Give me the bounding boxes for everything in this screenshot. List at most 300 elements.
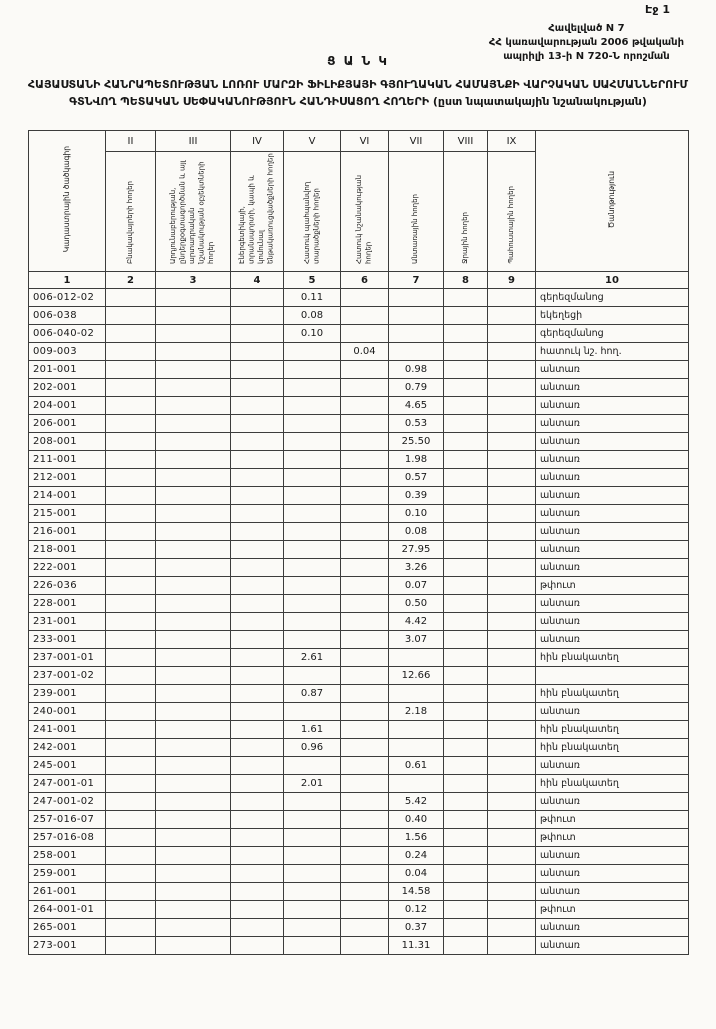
area-value-cell	[284, 883, 341, 901]
area-value-cell	[341, 667, 389, 685]
note-cell: անտառ	[536, 505, 689, 523]
area-value-cell	[444, 361, 488, 379]
area-value-cell	[156, 739, 231, 757]
area-value-cell	[488, 739, 536, 757]
area-value-cell	[341, 379, 389, 397]
area-value-cell	[284, 703, 341, 721]
area-value-cell	[389, 721, 444, 739]
area-value-cell	[156, 487, 231, 505]
area-value-cell: 1.98	[389, 451, 444, 469]
cadastral-code-cell: 239-001	[29, 685, 106, 703]
column-index-7: 7	[389, 272, 444, 289]
area-value-cell	[341, 613, 389, 631]
area-value-cell	[156, 757, 231, 775]
area-value-cell	[231, 739, 284, 757]
cadastral-code-cell: 237-001-02	[29, 667, 106, 685]
area-value-cell	[341, 451, 389, 469]
category-header-water-lands: Ջրային հողեր	[444, 152, 488, 272]
roman-numeral-cell-v: V	[284, 131, 341, 152]
table-row	[29, 523, 689, 541]
cadastral-code-cell: 206-001	[29, 415, 106, 433]
area-value-cell	[231, 847, 284, 865]
area-value-cell	[389, 649, 444, 667]
cadastral-code-cell: 211-001	[29, 451, 106, 469]
area-value-cell	[231, 343, 284, 361]
table-row	[29, 829, 689, 847]
cadastral-code-cell: 214-001	[29, 487, 106, 505]
area-value-cell: 0.50	[389, 595, 444, 613]
area-value-cell	[284, 451, 341, 469]
table-row	[29, 469, 689, 487]
area-value-cell: 0.04	[389, 865, 444, 883]
cadastral-code-cell: 247-001-01	[29, 775, 106, 793]
area-value-cell	[444, 505, 488, 523]
cadastral-code-cell: 237-001-01	[29, 649, 106, 667]
area-value-cell	[156, 577, 231, 595]
note-cell: անտառ	[536, 595, 689, 613]
area-value-cell	[389, 307, 444, 325]
area-value-cell	[156, 631, 231, 649]
area-value-cell	[156, 433, 231, 451]
area-value-cell	[284, 613, 341, 631]
area-value-cell: 1.56	[389, 829, 444, 847]
area-value-cell	[106, 811, 156, 829]
cadastral-code-cell: 241-001	[29, 721, 106, 739]
area-value-cell	[389, 343, 444, 361]
table-row	[29, 397, 689, 415]
column-index-row	[29, 272, 689, 289]
category-header-forest-lands: Անտառային հողեր	[389, 152, 444, 272]
area-value-cell	[106, 865, 156, 883]
area-value-cell	[106, 397, 156, 415]
cadastral-code-cell: 265-001	[29, 919, 106, 937]
area-value-cell: 0.40	[389, 811, 444, 829]
area-value-cell	[106, 559, 156, 577]
area-value-cell	[284, 469, 341, 487]
area-value-cell	[231, 505, 284, 523]
note-cell: եկեղեցի	[536, 307, 689, 325]
cadastral-code-cell: 202-001	[29, 379, 106, 397]
column-index-6: 6	[341, 272, 389, 289]
column-index-5: 5	[284, 272, 341, 289]
table-row	[29, 775, 689, 793]
cadastral-code-header	[29, 131, 106, 272]
area-value-cell	[444, 937, 488, 955]
cadastral-code-cell: 261-001	[29, 883, 106, 901]
area-value-cell	[488, 667, 536, 685]
area-value-cell	[231, 811, 284, 829]
area-value-cell	[106, 343, 156, 361]
area-value-cell	[444, 703, 488, 721]
cadastral-code-cell: 222-001	[29, 559, 106, 577]
area-value-cell	[231, 325, 284, 343]
area-value-cell	[444, 775, 488, 793]
area-value-cell	[231, 685, 284, 703]
area-value-cell	[488, 289, 536, 307]
area-value-cell	[231, 901, 284, 919]
area-value-cell	[106, 685, 156, 703]
area-value-cell	[444, 343, 488, 361]
area-value-cell	[444, 379, 488, 397]
area-value-cell	[231, 397, 284, 415]
area-value-cell	[284, 577, 341, 595]
table-row	[29, 757, 689, 775]
roman-numeral-cell-vii: VII	[389, 131, 444, 152]
category-header-industrial-lands: Արդյունաբերության, ընդերքօգտագործման և այլ արտադրական նշանակության օբյեկտների հողեր	[156, 152, 231, 272]
column-index-1: 1	[29, 272, 106, 289]
document-title: Ց Ա Ն Կ	[327, 54, 389, 68]
table-row	[29, 289, 689, 307]
appendix-line-3: ապրիլի 13-ի N 720-Ն որոշման	[503, 51, 670, 62]
area-value-cell	[444, 847, 488, 865]
area-value-cell	[156, 307, 231, 325]
table-row	[29, 847, 689, 865]
note-cell: անտառ	[536, 937, 689, 955]
area-value-cell: 0.11	[284, 289, 341, 307]
area-value-cell	[444, 613, 488, 631]
area-value-cell: 3.07	[389, 631, 444, 649]
cadastral-code-cell: 257-016-07	[29, 811, 106, 829]
area-value-cell	[488, 307, 536, 325]
area-value-cell	[444, 307, 488, 325]
area-value-cell	[341, 289, 389, 307]
area-value-cell	[156, 613, 231, 631]
area-value-cell	[156, 721, 231, 739]
table-row	[29, 307, 689, 325]
roman-numeral-cell-vi: VI	[341, 131, 389, 152]
area-value-cell	[341, 883, 389, 901]
area-value-cell	[488, 703, 536, 721]
table-row	[29, 451, 689, 469]
area-value-cell	[488, 775, 536, 793]
roman-numeral-cell-iv: IV	[231, 131, 284, 152]
area-value-cell	[341, 433, 389, 451]
area-value-cell	[284, 757, 341, 775]
cadastral-code-cell: 218-001	[29, 541, 106, 559]
cadastral-code-header-label: Կադաստրային ծածկագիր	[61, 146, 71, 253]
cadastral-code-cell: 208-001	[29, 433, 106, 451]
area-value-cell	[341, 721, 389, 739]
area-value-cell	[106, 541, 156, 559]
area-value-cell	[488, 523, 536, 541]
table-row	[29, 631, 689, 649]
area-value-cell	[341, 577, 389, 595]
note-cell: թփուտ	[536, 901, 689, 919]
appendix-line-2: ՀՀ կառավարության 2006 թվականի	[488, 37, 684, 48]
area-value-cell: 5.42	[389, 793, 444, 811]
area-value-cell	[341, 829, 389, 847]
note-cell	[536, 667, 689, 685]
area-value-cell	[106, 883, 156, 901]
area-value-cell: 0.10	[284, 325, 341, 343]
area-value-cell	[284, 667, 341, 685]
area-value-cell	[284, 433, 341, 451]
area-value-cell: 14.58	[389, 883, 444, 901]
area-value-cell	[106, 595, 156, 613]
area-value-cell	[284, 937, 341, 955]
area-value-cell	[488, 937, 536, 955]
category-header-infrastructure-lands: Էներգետիկայի, տրանսպորտի, կապի և կոմունալ ենթակառուցվածքների հողեր	[231, 152, 284, 272]
note-cell: անտառ	[536, 361, 689, 379]
area-value-cell	[488, 811, 536, 829]
area-value-cell: 25.50	[389, 433, 444, 451]
area-value-cell	[284, 847, 341, 865]
cadastral-code-cell: 201-001	[29, 361, 106, 379]
area-value-cell	[106, 487, 156, 505]
cadastral-code-cell: 247-001-02	[29, 793, 106, 811]
area-value-cell	[341, 505, 389, 523]
area-value-cell	[106, 361, 156, 379]
area-value-cell	[156, 775, 231, 793]
area-value-cell	[341, 397, 389, 415]
area-value-cell	[284, 361, 341, 379]
area-value-cell	[444, 469, 488, 487]
area-value-cell	[231, 577, 284, 595]
area-value-cell	[156, 505, 231, 523]
area-value-cell	[341, 739, 389, 757]
cadastral-code-cell: 257-016-08	[29, 829, 106, 847]
area-value-cell	[488, 505, 536, 523]
area-value-cell	[231, 757, 284, 775]
area-value-cell	[444, 289, 488, 307]
area-value-cell	[231, 433, 284, 451]
area-value-cell	[444, 541, 488, 559]
area-value-cell	[444, 811, 488, 829]
area-value-cell	[444, 451, 488, 469]
area-value-cell	[444, 739, 488, 757]
area-value-cell	[444, 523, 488, 541]
area-value-cell	[231, 883, 284, 901]
area-value-cell	[156, 361, 231, 379]
roman-numeral-cell-viii: VIII	[444, 131, 488, 152]
area-value-cell	[284, 919, 341, 937]
cadastral-code-cell: 216-001	[29, 523, 106, 541]
area-value-cell	[106, 379, 156, 397]
area-value-cell	[488, 721, 536, 739]
area-value-cell	[444, 883, 488, 901]
area-value-cell	[341, 631, 389, 649]
area-value-cell	[231, 523, 284, 541]
area-value-cell	[488, 379, 536, 397]
area-value-cell	[156, 541, 231, 559]
area-value-cell	[341, 775, 389, 793]
area-value-cell	[488, 469, 536, 487]
area-value-cell	[488, 757, 536, 775]
area-value-cell	[488, 901, 536, 919]
area-value-cell: 2.61	[284, 649, 341, 667]
area-value-cell	[488, 433, 536, 451]
roman-numeral-cell-ix: IX	[488, 131, 536, 152]
area-value-cell	[444, 757, 488, 775]
area-value-cell	[488, 613, 536, 631]
area-value-cell	[444, 631, 488, 649]
note-cell: անտառ	[536, 847, 689, 865]
area-value-cell	[389, 739, 444, 757]
area-value-cell: 0.10	[389, 505, 444, 523]
note-cell: անտառ	[536, 919, 689, 937]
area-value-cell	[106, 433, 156, 451]
area-value-cell	[106, 325, 156, 343]
appendix-block	[489, 22, 684, 64]
column-index-4: 4	[231, 272, 284, 289]
table-row	[29, 739, 689, 757]
note-cell: անտառ	[536, 397, 689, 415]
table-row	[29, 901, 689, 919]
cadastral-code-cell: 258-001	[29, 847, 106, 865]
cadastral-code-cell: 006-012-02	[29, 289, 106, 307]
area-value-cell	[231, 829, 284, 847]
area-value-cell	[341, 523, 389, 541]
area-value-cell	[444, 865, 488, 883]
area-value-cell	[488, 631, 536, 649]
area-value-cell	[341, 937, 389, 955]
area-value-cell	[231, 631, 284, 649]
area-value-cell	[231, 559, 284, 577]
note-cell: անտառ	[536, 487, 689, 505]
area-value-cell	[231, 937, 284, 955]
category-header-residential-lands: Բնակավայրերի հողեր	[106, 152, 156, 272]
area-value-cell	[231, 865, 284, 883]
area-value-cell	[156, 451, 231, 469]
note-cell: հին բնակատեղ	[536, 775, 689, 793]
area-value-cell: 0.61	[389, 757, 444, 775]
area-value-cell	[231, 613, 284, 631]
area-value-cell	[231, 541, 284, 559]
area-value-cell	[231, 289, 284, 307]
area-value-cell	[231, 415, 284, 433]
area-value-cell: 11.31	[389, 937, 444, 955]
area-value-cell: 0.79	[389, 379, 444, 397]
cadastral-code-cell: 006-038	[29, 307, 106, 325]
area-value-cell	[156, 649, 231, 667]
table-row	[29, 559, 689, 577]
area-value-cell	[156, 667, 231, 685]
area-value-cell	[284, 559, 341, 577]
area-value-cell: 12.66	[389, 667, 444, 685]
note-cell: հատուկ նշ. հող.	[536, 343, 689, 361]
column-index-2: 2	[106, 272, 156, 289]
area-value-cell: 0.39	[389, 487, 444, 505]
note-cell: անտառ	[536, 793, 689, 811]
area-value-cell	[488, 595, 536, 613]
area-value-cell	[284, 595, 341, 613]
note-cell: անտառ	[536, 523, 689, 541]
area-value-cell	[341, 757, 389, 775]
area-value-cell: 0.98	[389, 361, 444, 379]
area-value-cell: 0.12	[389, 901, 444, 919]
area-value-cell	[231, 307, 284, 325]
note-cell: հին բնակատեղ	[536, 721, 689, 739]
area-value-cell	[444, 433, 488, 451]
area-value-cell: 27.95	[389, 541, 444, 559]
area-value-cell	[488, 883, 536, 901]
area-value-cell	[106, 829, 156, 847]
area-value-cell	[284, 505, 341, 523]
category-header-special-purpose-lands: Հատուկ նշանակության հողեր	[341, 152, 389, 272]
area-value-cell	[488, 559, 536, 577]
area-value-cell	[488, 685, 536, 703]
cadastral-code-cell: 009-003	[29, 343, 106, 361]
table-row	[29, 541, 689, 559]
note-cell: անտառ	[536, 541, 689, 559]
area-value-cell	[156, 901, 231, 919]
note-cell: հին բնակատեղ	[536, 685, 689, 703]
note-cell: անտառ	[536, 379, 689, 397]
area-value-cell	[488, 649, 536, 667]
note-cell: անտառ	[536, 757, 689, 775]
area-value-cell	[284, 829, 341, 847]
area-value-cell	[156, 379, 231, 397]
note-header-label: Ծանոթություն	[606, 170, 616, 229]
area-value-cell	[341, 595, 389, 613]
area-value-cell	[106, 451, 156, 469]
area-value-cell	[106, 919, 156, 937]
category-header-protected-areas-lands: Հատուկ պահպանվող տարածքների հողեր	[284, 152, 341, 272]
area-value-cell	[156, 289, 231, 307]
area-value-cell	[106, 505, 156, 523]
area-value-cell: 2.01	[284, 775, 341, 793]
area-value-cell	[488, 829, 536, 847]
area-value-cell	[156, 523, 231, 541]
area-value-cell	[231, 469, 284, 487]
area-value-cell	[156, 865, 231, 883]
area-value-cell	[106, 613, 156, 631]
column-index-10: 10	[536, 272, 689, 289]
area-value-cell: 0.57	[389, 469, 444, 487]
cadastral-code-cell: 259-001	[29, 865, 106, 883]
note-cell: անտառ	[536, 433, 689, 451]
cadastral-code-cell: 006-040-02	[29, 325, 106, 343]
area-value-cell	[444, 577, 488, 595]
area-value-cell	[341, 487, 389, 505]
area-value-cell	[389, 325, 444, 343]
area-value-cell	[488, 865, 536, 883]
area-value-cell	[156, 919, 231, 937]
area-value-cell: 0.07	[389, 577, 444, 595]
area-value-cell: 0.24	[389, 847, 444, 865]
area-value-cell	[444, 415, 488, 433]
area-value-cell	[444, 829, 488, 847]
cadastral-code-cell: 231-001	[29, 613, 106, 631]
cadastral-code-cell: 242-001	[29, 739, 106, 757]
area-value-cell	[341, 865, 389, 883]
land-table	[28, 130, 689, 955]
area-value-cell	[444, 685, 488, 703]
area-value-cell	[341, 307, 389, 325]
area-value-cell: 1.61	[284, 721, 341, 739]
area-value-cell	[156, 811, 231, 829]
note-cell: գերեզմանոց	[536, 289, 689, 307]
note-cell: հին բնակատեղ	[536, 739, 689, 757]
area-value-cell	[231, 793, 284, 811]
area-value-cell	[231, 595, 284, 613]
page-number: Էջ 1	[645, 3, 670, 16]
area-value-cell: 4.65	[389, 397, 444, 415]
area-value-cell	[341, 325, 389, 343]
table-row	[29, 649, 689, 667]
area-value-cell	[156, 883, 231, 901]
area-value-cell	[231, 775, 284, 793]
note-cell: անտառ	[536, 631, 689, 649]
area-value-cell	[444, 595, 488, 613]
column-index-8: 8	[444, 272, 488, 289]
area-value-cell	[231, 379, 284, 397]
note-cell: անտառ	[536, 865, 689, 883]
area-value-cell	[106, 775, 156, 793]
roman-numeral-cell-ii: II	[106, 131, 156, 152]
area-value-cell	[156, 847, 231, 865]
table-row	[29, 595, 689, 613]
